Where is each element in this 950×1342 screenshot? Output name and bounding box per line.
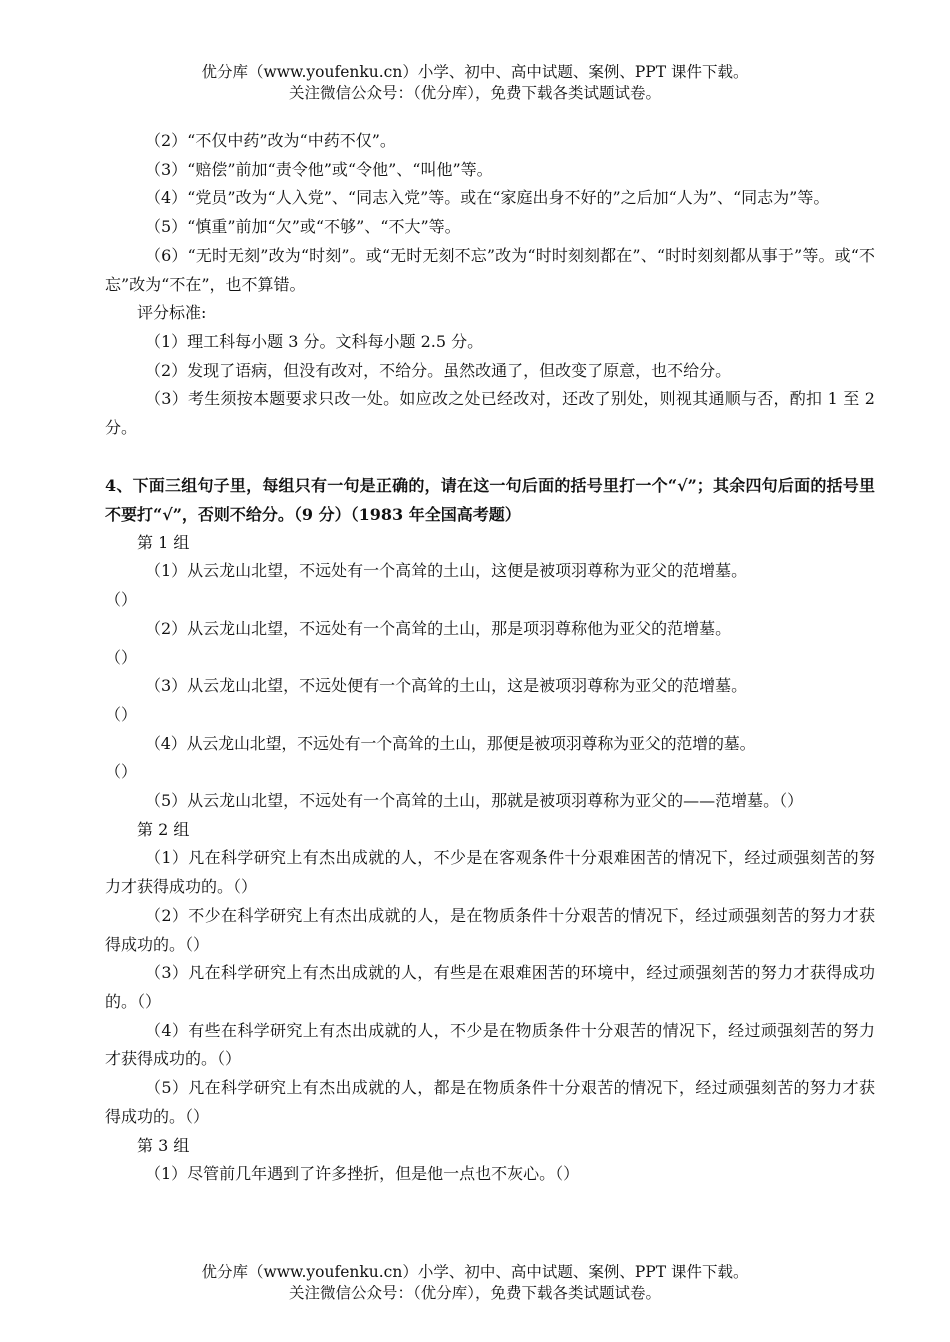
group-1-sentence-1: （1）从云龙山北望，不远处有一个高耸的土山，这便是被项羽尊称为亚父的范增墓。	[145, 561, 748, 581]
header-line-2: 关注微信公众号：（优分库），免费下载各类试题试卷。	[288, 84, 661, 102]
scoring-title: 评分标准:	[137, 303, 207, 323]
group-3-sentence-1: （1）尽管前几年遇到了许多挫折，但是他一点也不灰心。（）	[145, 1164, 580, 1184]
group-2-sentence-1: （1）凡在科学研究上有杰出成就的人，不少是在客观条件十分艰难困苦的情况下，经过顽强刻苦的努力才获得成功的。（）	[105, 848, 875, 897]
scoring-rule-3: （3）考生须按本题要求只改一处。如应改之处已经改对，还改了别处，则视其通顺与否，酌扣 1 至 2 分。	[105, 389, 875, 438]
scoring-rule-2: （2）发现了语病，但没有改对，不给分。虽然改通了，但改变了原意，也不给分。	[145, 360, 732, 380]
group-2-label: 第 2 组	[137, 819, 190, 839]
group-1-sentence-2: （2）从云龙山北望，不远处有一个高耸的土山，那是项羽尊称他为亚父的范增墓。	[145, 618, 732, 638]
group-2-sentence-5: （5）凡在科学研究上有杰出成就的人，都是在物质条件十分艰苦的情况下，经过顽强刻苦的努力才获得成功的。（）	[105, 1078, 875, 1126]
group-1-sentence-4-bracket: （）	[105, 762, 138, 782]
answer-4: （4）“党员”改为“人入党”、“同志入党”等。或在“家庭出身不好的”之后加“人为”、“同志为”等。	[145, 188, 830, 208]
header-line-1: 优分库（www.youfenku.cn）小学、初中、高中试题、案例、PPT 课件下载。	[201, 63, 749, 81]
answer-5: （5）“慎重”前加“欠”或“不够”、“不大”等。	[145, 217, 461, 237]
footer-line-2: 关注微信公众号：（优分库），免费下载各类试题试卷。	[288, 1284, 661, 1302]
question-4-title: 4、下面三组句子里，每组只有一句是正确的，请在这一句后面的括号里打一个“√”；其余四句后面的括号里不要打“√”，否则不给分。（9 分）（1983 年全国高考题）	[105, 475, 875, 524]
group-2-sentence-4: （4）有些在科学研究上有杰出成就的人，不少是在物质条件十分艰苦的情况下，经过顽强刻苦的努力才获得成功的。（）	[105, 1020, 875, 1069]
answer-6: （6）“无时无刻”改为“时刻”。或“无时无刻不忘”改为“时时刻刻都在”、“时时刻刻都从事于”等。或“不忘”改为“不在”，也不算错。	[105, 245, 875, 294]
group-1-sentence-4: （4）从云龙山北望，不远处有一个高耸的土山，那便是被项羽尊称为亚父的范增的墓。	[145, 733, 756, 753]
page-header	[0, 62, 950, 104]
group-1-sentence-3-bracket: （）	[105, 704, 138, 724]
scoring-rule-1: （1）理工科每小题 3 分。文科每小题 2.5 分。	[145, 331, 484, 351]
group-1-label: 第 1 组	[137, 532, 190, 552]
group-1-sentence-2-bracket: （）	[105, 647, 138, 667]
section-gap	[105, 443, 875, 471]
answer-3: （3）“赔偿”前加“责令他”或“令他”、“叫他”等。	[145, 159, 493, 179]
document-body	[105, 127, 875, 1189]
group-1-sentence-1-bracket: （）	[105, 590, 138, 610]
answer-2: （2）“不仅中药”改为“中药不仅”。	[145, 131, 396, 150]
group-2-sentence-3: （3）凡在科学研究上有杰出成就的人，有些是在艰难困苦的环境中，经过顽强刻苦的努力才获得成功的。（）	[105, 963, 875, 1011]
group-1-sentence-3: （3）从云龙山北望，不远处便有一个高耸的土山，这是被项羽尊称为亚父的范增墓。	[145, 676, 748, 696]
footer-line-1: 优分库（www.youfenku.cn）小学、初中、高中试题、案例、PPT 课件下载。	[201, 1263, 749, 1281]
page-footer	[0, 1262, 950, 1304]
group-1-sentence-5: （5）从云龙山北望，不远处有一个高耸的土山，那就是被项羽尊称为亚父的——范增墓。（）	[145, 791, 804, 811]
group-3-label: 第 3 组	[137, 1135, 190, 1155]
group-2-sentence-2: （2）不少在科学研究上有杰出成就的人，是在物质条件十分艰苦的情况下，经过顽强刻苦的努力才获得成功的。（）	[105, 905, 875, 954]
